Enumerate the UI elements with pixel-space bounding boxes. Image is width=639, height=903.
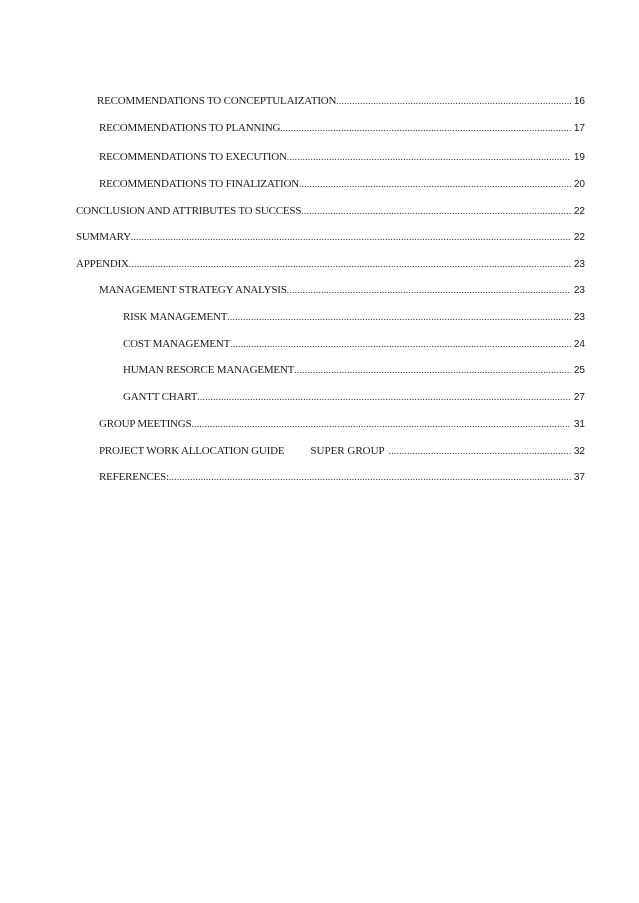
toc-entry-subtitle: SUPER GROUP (310, 445, 385, 457)
toc-page-number: 16 (573, 96, 585, 107)
toc-leader-dots (287, 285, 571, 295)
toc-entry-title: RECOMMENDATIONS TO CONCEPTULAIZATION (97, 95, 337, 107)
toc-leader-dots (280, 123, 571, 133)
toc-leader-dots (227, 312, 571, 322)
toc-entry-title: SUMMARY (76, 231, 131, 243)
toc-leader-dots (336, 96, 571, 106)
toc-page-number: 25 (573, 365, 585, 376)
toc-entry-title: CONCLUSION AND ATTRIBUTES TO SUCCESS (76, 205, 302, 217)
toc-entry-title: REFERENCES: (99, 471, 169, 483)
toc-leader-dots (287, 152, 571, 162)
toc-entry-recommendations-conceptualization[interactable] (97, 95, 585, 111)
toc-entry-conclusion[interactable] (76, 205, 585, 221)
toc-page-number: 22 (573, 206, 585, 217)
toc-page-number: 37 (573, 472, 585, 483)
toc-page-number: 23 (573, 259, 585, 270)
toc-entry-title: RISK MANAGEMENT (123, 311, 228, 323)
toc-page-number: 31 (573, 419, 585, 430)
toc-entry-title: GROUP MEETINGS (99, 418, 192, 430)
toc-page-number: 17 (573, 123, 585, 134)
toc-leader-dots (169, 472, 571, 482)
toc-leader-dots (129, 259, 571, 269)
toc-entry-title: MANAGEMENT STRATEGY ANALYSIS (99, 284, 287, 296)
toc-entry-cost-management[interactable] (123, 338, 585, 354)
toc-entry-human-resorce-management[interactable] (123, 364, 585, 380)
toc-entry-recommendations-planning[interactable] (99, 122, 585, 138)
toc-leader-dots (197, 392, 571, 402)
toc-entry-recommendations-finalization[interactable] (99, 178, 585, 194)
toc-entry-title: PROJECT WORK ALLOCATION GUIDE (99, 445, 285, 457)
toc-entry-title: APPENDIX (76, 258, 129, 270)
toc-entry-recommendations-execution[interactable] (99, 151, 585, 167)
toc-entry-risk-management[interactable] (123, 311, 585, 327)
toc-page-number: 22 (573, 232, 585, 243)
toc-entry-title: HUMAN RESORCE MANAGEMENT (123, 364, 295, 376)
toc-entry-title: RECOMMENDATIONS TO FINALIZATION (99, 178, 299, 190)
toc-entry-title: RECOMMENDATIONS TO EXECUTION (99, 151, 287, 163)
toc-leader-dots (191, 419, 570, 429)
toc-leader-dots (299, 179, 571, 189)
toc-page-number: 19 (573, 152, 585, 163)
toc-leader-dots (294, 365, 571, 375)
toc-entry-management-strategy-analysis[interactable] (99, 284, 585, 300)
toc-entry-summary[interactable] (76, 231, 585, 247)
toc-page-number: 27 (573, 392, 585, 403)
toc-page-number: 24 (573, 339, 585, 350)
toc-entry-gantt-chart[interactable] (123, 391, 585, 407)
toc-entry-group-meetings[interactable] (99, 418, 585, 434)
toc-entry-appendix[interactable] (76, 258, 585, 274)
toc-page-number: 23 (573, 285, 585, 296)
toc-page-number: 32 (573, 446, 585, 457)
toc-leader-dots (131, 232, 571, 242)
toc-leader-dots (230, 339, 571, 349)
toc-leader-dots (389, 446, 571, 456)
toc-entry-title: COST MANAGEMENT (123, 338, 231, 350)
toc-leader-dots (301, 206, 571, 216)
toc-entry-references[interactable] (99, 471, 585, 487)
toc-page-number: 20 (573, 179, 585, 190)
toc-entry-title: GANTT CHART (123, 391, 198, 403)
toc-entry-title: RECOMMENDATIONS TO PLANNING (99, 122, 281, 134)
toc-entry-project-work-allocation-guide[interactable] (99, 445, 585, 461)
toc-page-number: 23 (573, 312, 585, 323)
